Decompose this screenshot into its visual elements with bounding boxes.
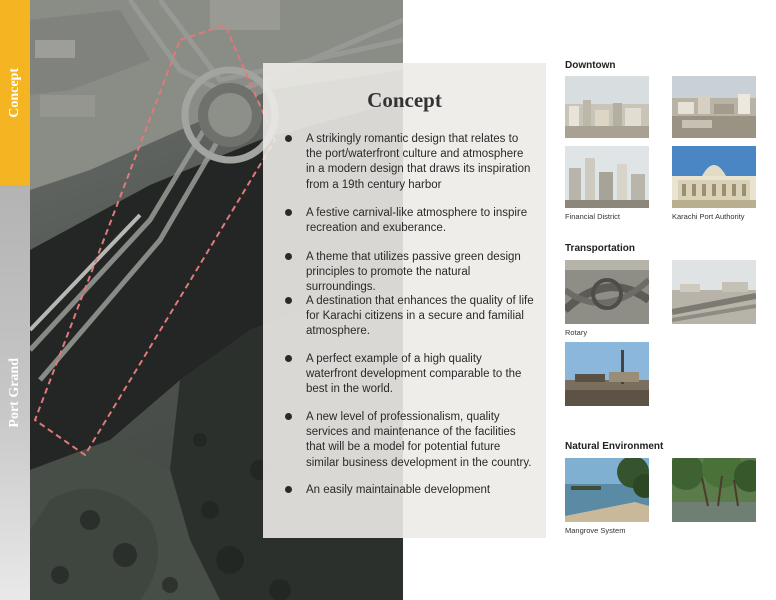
side-tab-concept[interactable]	[0, 0, 30, 185]
section-title-natural-environment: Natural Environment	[565, 441, 664, 452]
caption-rotary: Rotary	[565, 328, 588, 337]
concept-title: Concept	[367, 88, 442, 112]
financial-district-photo	[565, 146, 649, 208]
caption-karachi-port-authority: Karachi Port Authority	[672, 212, 745, 221]
rotary-interchange-photo	[565, 260, 649, 324]
bullet-dot-icon	[285, 209, 292, 216]
concept-bullet-text: An easily maintainable development	[306, 484, 491, 496]
concept-bullet-text: A perfect example of a high quality waterfront development comparable to the best in the world.	[306, 353, 522, 396]
concept-bullet	[285, 294, 535, 340]
bullet-dot-icon	[285, 253, 292, 260]
downtown-skyline-photo	[565, 76, 649, 138]
concept-bullet	[285, 352, 535, 398]
bullet-dot-icon	[285, 297, 292, 304]
side-tab-port-grand-label: Port Grand	[7, 357, 22, 428]
downtown-aerial-photo	[672, 76, 756, 138]
concept-bullet	[285, 132, 535, 193]
port-yard-photo	[565, 342, 649, 406]
bullet-dot-icon	[285, 486, 292, 493]
concept-bullet-text: A new level of professionalism, quality services and maintenance of the facilities that will be a model for potential future similar business development in the country.	[306, 411, 532, 469]
mangrove-forest-photo	[672, 458, 756, 522]
section-title-downtown: Downtown	[565, 60, 616, 71]
bullet-dot-icon	[285, 413, 292, 420]
karachi-port-authority-photo	[672, 146, 756, 208]
bullet-dot-icon	[285, 355, 292, 362]
caption-financial-district: Financial District	[565, 212, 621, 221]
concept-bullet-text: A strikingly romantic design that relates to the port/waterfront culture and atmosphere in a modern design that draws its inspiration from a 19th century harbor	[306, 133, 531, 191]
concept-bullet	[285, 250, 535, 296]
side-tab-concept-label: Concept	[7, 67, 22, 118]
concept-bullet	[285, 206, 535, 236]
highway-photo	[672, 260, 756, 324]
concept-panel	[263, 63, 546, 538]
concept-bullet	[285, 483, 535, 498]
concept-bullet-text: A theme that utilizes passive green design principles to promote the natural surroundings.	[306, 251, 521, 294]
concept-bullet	[285, 410, 535, 471]
caption-mangrove-system: Mangrove System	[565, 526, 626, 535]
concept-bullet-text: A destination that enhances the quality of life for Karachi citizens in a secure and familial atmosphere.	[306, 295, 534, 338]
section-title-transportation: Transportation	[565, 243, 636, 254]
bullet-dot-icon	[285, 135, 292, 142]
concept-bullet-text: A festive carnival-like atmosphere to inspire recreation and exuberance.	[306, 207, 528, 235]
side-tab-port-grand[interactable]	[0, 185, 30, 600]
mangrove-boardwalk-photo	[565, 458, 649, 522]
